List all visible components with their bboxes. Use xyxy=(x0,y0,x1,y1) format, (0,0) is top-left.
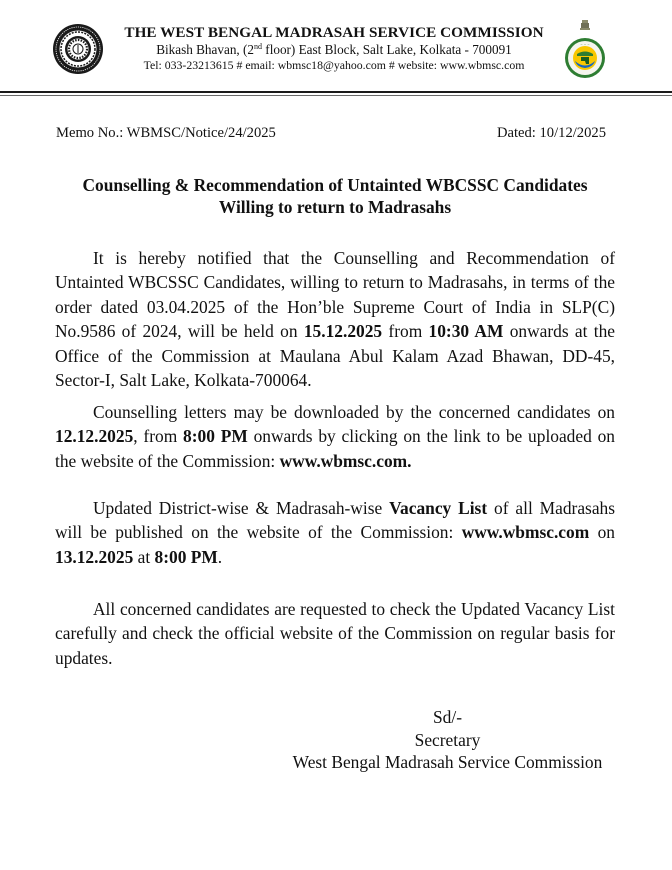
signature-block xyxy=(275,706,620,774)
organization-contact: Tel: 033-23213615 # email: wbmsc18@yahoo.com # website: www.wbmsc.com xyxy=(143,58,525,72)
header-rule-thin xyxy=(0,95,672,96)
letters-date: 12.12.2025 xyxy=(55,426,134,447)
signatory-organization: West Bengal Madrasah Service Commission xyxy=(292,752,603,772)
memo-number: Memo No.: WBMSC/Notice/24/2025 xyxy=(56,125,276,141)
website-link[interactable]: www.wbmsc.com. xyxy=(279,450,412,471)
letterhead-text xyxy=(118,24,550,73)
subject-line-2: Willing to return to Madrasahs xyxy=(218,197,452,217)
letterhead xyxy=(0,0,672,100)
vacancy-list-label: Vacancy List xyxy=(389,498,488,518)
website-link[interactable]: www.wbmsc.com xyxy=(461,522,590,543)
vacancy-date: 13.12.2025 xyxy=(55,546,134,567)
subject-line-1: Counselling & Recommendation of Untainted WBCSSC Candidates xyxy=(82,175,588,195)
counselling-time: 10:30 AM xyxy=(428,321,504,342)
wbmsc-seal-logo-icon xyxy=(52,23,104,75)
organization-name: THE WEST BENGAL MADRASAH SERVICE COMMISSION xyxy=(124,24,544,41)
paragraph-candidate-request: All concerned candidates are requested to check the Updated Vacancy List carefully and check the official website of the Commission on regular basis for updates. xyxy=(55,599,615,668)
paragraph-vacancy-list: Updated District-wise & Madrasah-wise Vacancy List of all Madrasahs will be published on the website of the Commission: www.wbmsc.com on 13.12.2025 at 8:00 PM. xyxy=(55,498,616,567)
signatory-designation: Secretary xyxy=(414,729,481,750)
vacancy-time: 8:00 PM xyxy=(154,546,218,567)
memo-date: Dated: 10/12/2025 xyxy=(496,125,606,141)
counselling-date: 15.12.2025 xyxy=(303,321,383,342)
paragraph-counselling-schedule: It is hereby notified that the Counselling and Recommendation of Untainted WBCSSC Candidates, willing to return to Madrasahs, in terms of the order dated 03.04.2025 of the Hon’ble Supreme Court of India in SLP(C) No.9586 of 2024, will be held on 15.12.2025 from 10:30 AM onwards at the Office of the Commission at Maulana Abul Kalam Azad Bhawan, DD-45, Sector-I, Salt Lake, Kolkata-700064. xyxy=(55,248,616,391)
paragraph-counselling-letters: Counselling letters may be downloaded by the concerned candidates on 12.12.2025, from 8:00 PM onwards by clicking on the link to be uploaded on the website of the Commission: www.wbmsc.com. xyxy=(55,402,615,471)
svg-text:~ ~ ~: ~ ~ ~ xyxy=(580,42,590,46)
letters-time: 8:00 PM xyxy=(183,426,248,447)
organization-address: Bikash Bhavan, (2nd floor) East Block, Salt Lake, Kolkata - 700091 xyxy=(156,42,512,57)
notice-subject xyxy=(40,174,630,218)
west-bengal-emblem-icon xyxy=(563,18,607,82)
signature-sd: Sd/- xyxy=(433,707,462,727)
header-rule-thick xyxy=(0,91,672,93)
